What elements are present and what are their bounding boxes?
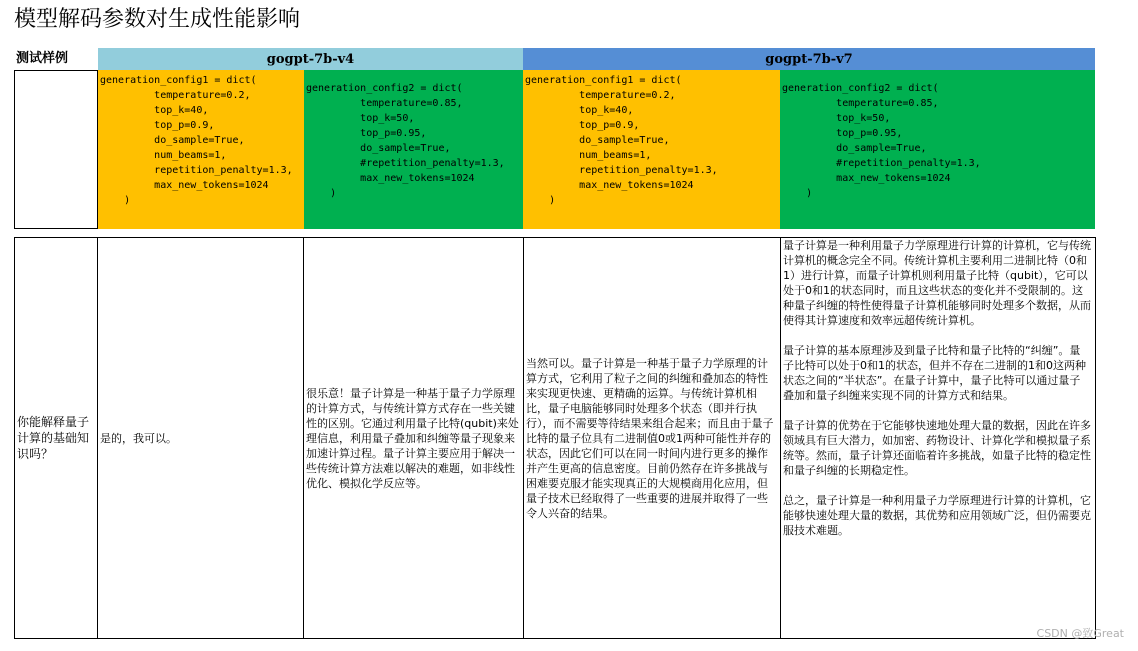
config-v7-2: generation_config2 = dict( temperature=0.85, top_k=50, top_p=0.95, do_sample=True, #repetition_penalty=1.3, max_new_tokens=1024 ) xyxy=(780,70,1095,229)
config-v7-1: generation_config1 = dict( temperature=0.2, top_k=40, top_p=0.9, do_sample=True, num_beams=1, repetition_penalty=1.3, max_new_tokens=1024 ) xyxy=(523,70,780,229)
answer-paragraph: 总之，量子计算是一种利用量子力学原理进行计算的计算机，它能够快速处理大量的数据，其优势和应用领域广泛，但仍需要克服技术难题。 xyxy=(783,494,1091,537)
answer-paragraph: 量子计算是一种利用量子力学原理进行计算的计算机，它与传统计算机的概念完全不同。传统计算机主要利用二进制比特（0和1）进行计算，而量子计算机则利用量子比特（qubit），它可以处于0和1的状态同时，而且这些状态的变化并不受限制的。这种量子纠缠的特性使得量子计算机能够同时处理多个数据，从而使得其计算速度和效率远超传统计算机。 xyxy=(783,239,1091,327)
config-row-blank-cell xyxy=(14,70,98,229)
answer-text: 很乐意！量子计算是一种基于量子力学原理的计算方式，与传统计算方式存在一些关键性的区别。它通过利用量子比特(qubit)来处理信息，利用量子叠加和纠缠等量子现象来加速计算过程。量子计算主要应用于解决一些传统计算方法难以解决的难题，如非线性优化、模拟化学反应等。 xyxy=(306,386,519,490)
sample-label: 测试样例 xyxy=(16,51,69,66)
answer-v7-config1 xyxy=(523,237,781,639)
question-cell xyxy=(14,237,98,639)
answer-paragraph: 量子计算的基本原理涉及到量子比特和量子比特的“纠缠”。量子比特可以处于0和1的状态，但并不存在二进制的1和0这两种状态之间的“半状态”。在量子计算中，量子比特可以通过量子叠加和量子纠缠来实现不同的计算方式和结果。 xyxy=(783,344,1086,402)
config-v4-1: generation_config1 = dict( temperature=0.2, top_k=40, top_p=0.9, do_sample=True, num_beams=1, repetition_penalty=1.3, max_new_tokens=1024 ) xyxy=(98,70,304,229)
answer-v4-config2 xyxy=(303,237,524,639)
answer-text: 当然可以。量子计算是一种基于量子力学原理的计算方式，它利用了粒子之间的纠缠和叠加态的特性来实现更快速、更精确的运算。与传统计算机相比，量子电脑能够同时处理多个状态（即并行执行），而不需要等待结果来组合起来；而且由于量子比特的量子位具有二进制值0或1两种可能性并存的状态，因此它们可以在同一时间内进行更多的操作并产生更高的信息密度。目前仍然存在许多挑战与困难要克服才能实现真正的大规模商用化应用，但量子技术已经取得了一些重要的进展并取得了一些令人兴奋的结果。 xyxy=(526,356,774,520)
config-v4-2: generation_config2 = dict( temperature=0.85, top_k=50, top_p=0.95, do_sample=True, #repetition_penalty=1.3, max_new_tokens=1024 ) xyxy=(304,70,523,229)
answer-paragraph: 量子计算的优势在于它能够快速地处理大量的数据，因此在许多领域具有巨大潜力，如加密、药物设计、计算化学和模拟量子系统等。然而，量子计算还面临着许多挑战，如量子比特的稳定性和量子纠缠的长期稳定性。 xyxy=(783,419,1091,477)
model-header-v4: gogpt-7b-v4 xyxy=(98,48,523,70)
page-title: 模型解码参数对生成性能影响 xyxy=(14,7,301,32)
answer-v4-config1 xyxy=(97,237,304,639)
watermark: CSDN @致Great xyxy=(1036,627,1124,640)
model-header-v7: gogpt-7b-v7 xyxy=(523,48,1095,70)
question-text: 你能解释量子计算的基础知识吗？ xyxy=(17,415,90,461)
answer-text: 是的，我可以。 xyxy=(100,431,177,445)
answer-v7-config2 xyxy=(780,237,1096,639)
